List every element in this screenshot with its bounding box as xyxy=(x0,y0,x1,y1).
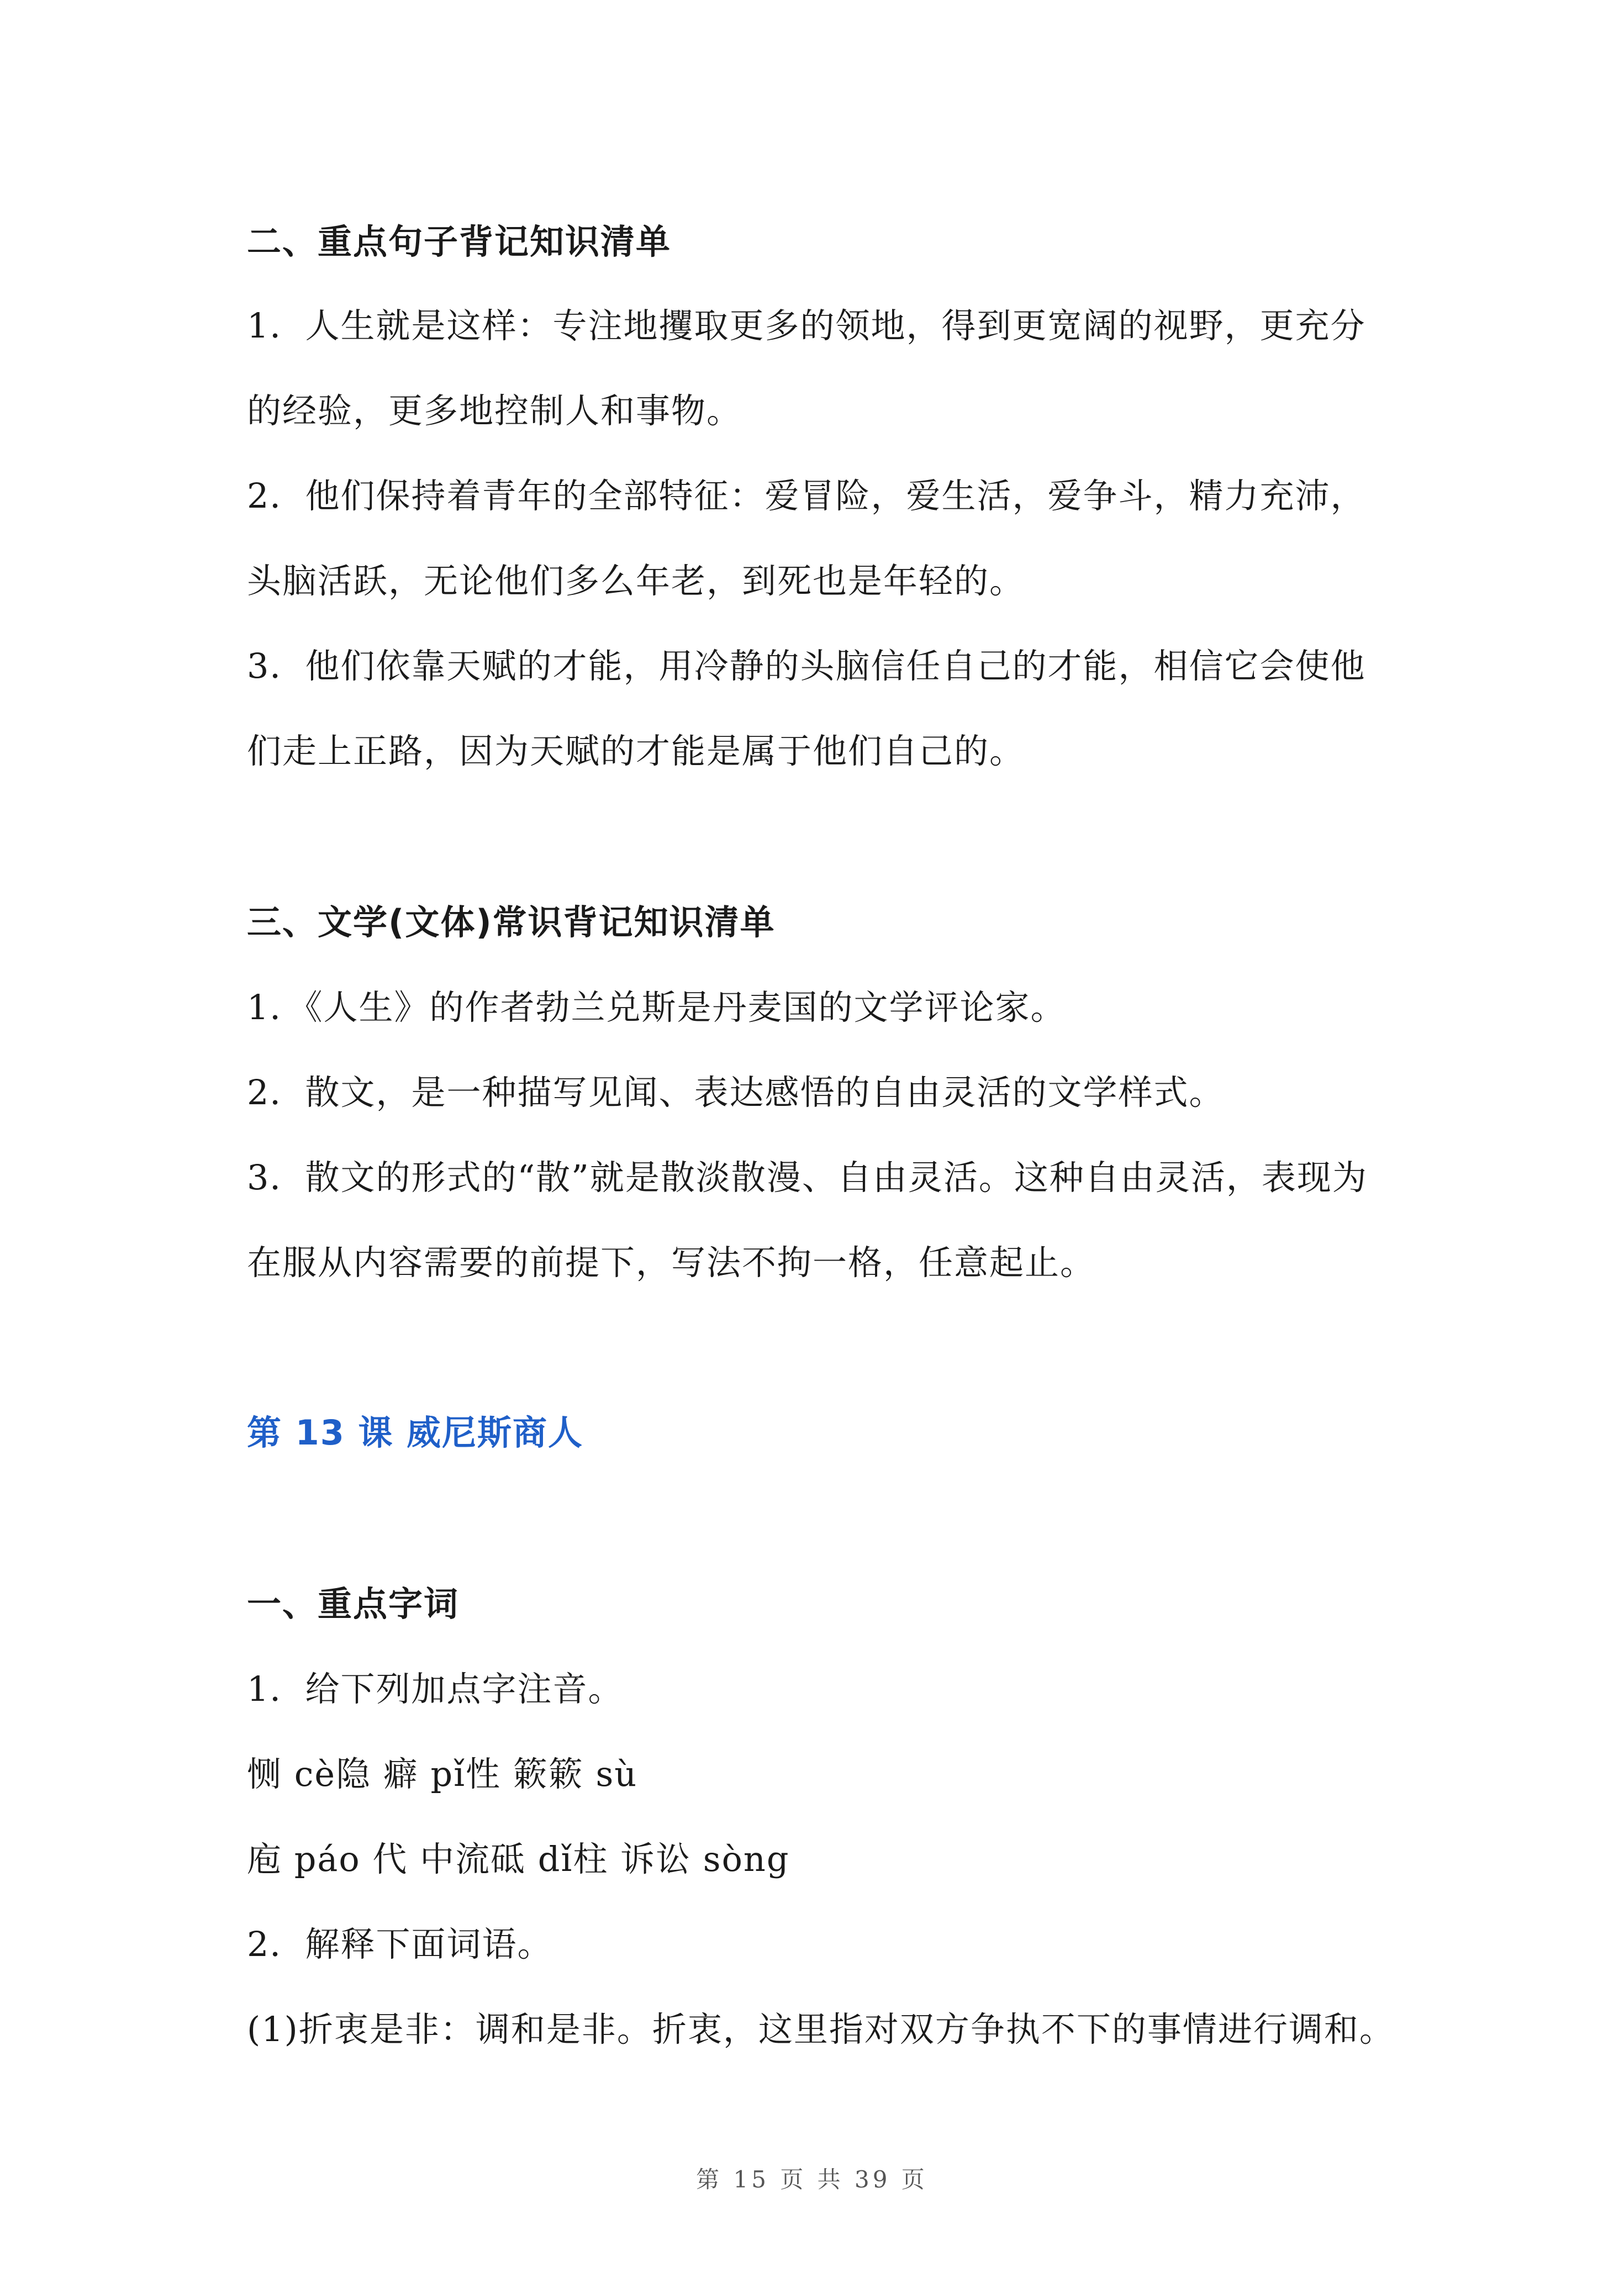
section-heading-key-words: 一、重点字词 xyxy=(247,1584,460,1624)
key-sentence-2-line-2: 头脑活跃，无论他们多么年老，到死也是年轻的。 xyxy=(247,561,1025,601)
key-sentence-3-line-2: 们走上正路，因为天赋的才能是属于他们自己的。 xyxy=(247,731,1025,771)
definition-1: (1)折衷是非：调和是非。折衷，这里指对双方争执不下的事情进行调和。 xyxy=(247,2009,1395,2049)
literature-item-1: 1．《人生》的作者勃兰兑斯是丹麦国的文学评论家。 xyxy=(247,987,1066,1027)
literature-item-3-line-1: 3．散文的形式的“散”就是散淡散漫、自由灵活。这种自由灵活，表现为 xyxy=(247,1157,1368,1198)
question-2: 2．解释下面词语。 xyxy=(247,1924,553,1964)
key-sentence-2-line-1: 2．他们保持着青年的全部特征：爱冒险，爱生活，爱争斗，精力充沛， xyxy=(247,476,1366,516)
section-heading-literature-knowledge: 三、文学(文体)常识背记知识清单 xyxy=(247,902,776,942)
pinyin-line-2: 庖 páo 代 中流砥 dǐ柱 诉讼 sòng xyxy=(247,1839,790,1879)
section-heading-key-sentences: 二、重点句子背记知识清单 xyxy=(247,222,672,262)
question-1: 1．给下列加点字注音。 xyxy=(247,1669,624,1709)
key-sentence-3-line-1: 3．他们依靠天赋的才能，用冷静的头脑信任自己的才能，相信它会使他 xyxy=(247,646,1366,686)
key-sentence-1-line-2: 的经验，更多地控制人和事物。 xyxy=(247,391,742,431)
key-sentence-1-line-1: 1．人生就是这样：专注地攫取更多的领地，得到更宽阔的视野，更充分 xyxy=(247,305,1366,346)
lesson-title: 第 13 课 威尼斯商人 xyxy=(247,1412,584,1453)
pinyin-line-1: 恻 cè隐 癖 pǐ性 簌簌 sù xyxy=(247,1754,638,1794)
page-number-footer: 第 15 页 共 39 页 xyxy=(696,2166,928,2193)
literature-item-2: 2．散文，是一种描写见闻、表达感悟的自由灵活的文学样式。 xyxy=(247,1072,1225,1113)
literature-item-3-line-2: 在服从内容需要的前提下，写法不拘一格，任意起止。 xyxy=(247,1242,1096,1283)
